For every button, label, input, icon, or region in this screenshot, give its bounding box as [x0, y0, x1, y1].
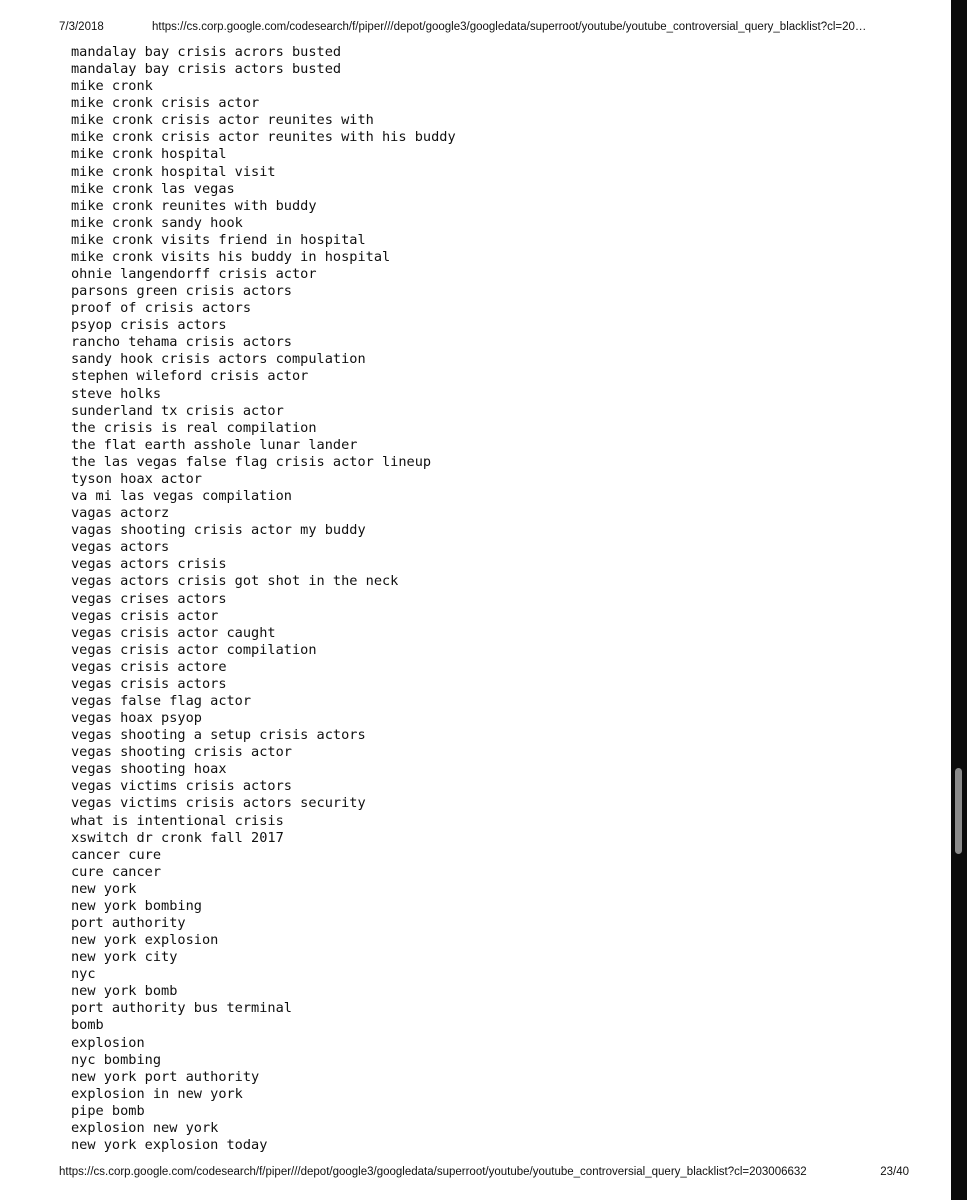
query-line: nyc: [71, 966, 96, 983]
query-line: pipe bomb: [71, 1102, 145, 1119]
query-line: mandalay bay crisis acrors busted: [71, 44, 342, 60]
query-line: vegas shooting crisis actor: [71, 744, 292, 761]
query-line: the las vegas false flag crisis actor lineup: [71, 453, 432, 470]
page-number: 23/40: [880, 1166, 909, 1178]
query-line: vegas crisis actors: [71, 675, 227, 692]
query-line: mandalay bay crisis actors busted: [71, 61, 342, 78]
query-line: cure cancer: [71, 863, 162, 880]
query-line: mike cronk sandy hook: [71, 214, 243, 231]
query-line: vegas crisis actor caught: [71, 624, 276, 641]
query-line: vegas actors crisis got shot in the neck: [71, 573, 399, 590]
query-line: vegas crisis actor: [71, 607, 219, 624]
query-line: vegas actors: [71, 539, 170, 556]
query-line: mike cronk crisis actor: [71, 95, 260, 112]
query-line: vegas false flag actor: [71, 692, 252, 709]
query-line: mike cronk visits friend in hospital: [71, 231, 366, 248]
query-line: tyson hoax actor: [71, 470, 202, 487]
query-line: mike cronk las vegas: [71, 180, 235, 197]
query-line: new york explosion: [71, 932, 219, 949]
query-line: vagas shooting crisis actor my buddy: [71, 522, 366, 539]
query-line: new york bombing: [71, 897, 202, 914]
query-line: new york: [71, 880, 137, 897]
page-header: [59, 21, 911, 39]
scrollbar-track[interactable]: [951, 0, 967, 1200]
footer-url: https://cs.corp.google.com/codesearch/f/piper///depot/google3/googledata/superroot/youtube/youtube_controversial_query_blacklist?cl=203006632: [59, 1166, 807, 1178]
query-list: [71, 44, 456, 1154]
query-line: the crisis is real compilation: [71, 419, 317, 436]
query-line: vagas actorz: [71, 505, 170, 522]
query-line: vegas actors crisis: [71, 556, 227, 573]
query-line: new york bomb: [71, 983, 178, 1000]
query-line: new york explosion today: [71, 1137, 268, 1153]
query-line: stephen wileford crisis actor: [71, 368, 309, 385]
query-line: mike cronk crisis actor reunites with his buddy: [71, 129, 456, 146]
scrollbar-thumb[interactable]: [955, 768, 962, 854]
query-line: the flat earth asshole lunar lander: [71, 436, 358, 453]
query-line: parsons green crisis actors: [71, 283, 292, 300]
query-line: port authority bus terminal: [71, 1000, 292, 1017]
print-date: 7/3/2018: [59, 21, 104, 33]
query-line: vegas victims crisis actors security: [71, 795, 366, 812]
query-line: rancho tehama crisis actors: [71, 334, 292, 351]
query-line: bomb: [71, 1017, 104, 1034]
query-line: proof of crisis actors: [71, 300, 252, 317]
query-line: vegas hoax psyop: [71, 710, 202, 727]
query-line: explosion in new york: [71, 1085, 243, 1102]
query-line: vegas victims crisis actors: [71, 778, 292, 795]
query-line: mike cronk hospital: [71, 146, 227, 163]
query-line: new york city: [71, 949, 178, 966]
query-line: vegas crises actors: [71, 590, 227, 607]
query-line: sunderland tx crisis actor: [71, 402, 284, 419]
query-line: xswitch dr cronk fall 2017: [71, 829, 284, 846]
query-line: new york port authority: [71, 1068, 260, 1085]
query-line: nyc bombing: [71, 1051, 162, 1068]
query-line: cancer cure: [71, 846, 162, 863]
query-line: vegas shooting a setup crisis actors: [71, 727, 366, 744]
query-line: mike cronk crisis actor reunites with: [71, 112, 374, 129]
query-line: ohnie langendorff crisis actor: [71, 266, 317, 283]
query-line: vegas crisis actor compilation: [71, 641, 317, 658]
query-line: vegas crisis actore: [71, 658, 227, 675]
query-line: vegas shooting hoax: [71, 761, 227, 778]
page-footer: [59, 1166, 911, 1184]
query-line: mike cronk: [71, 78, 153, 95]
query-line: psyop crisis actors: [71, 317, 227, 334]
query-line: explosion: [71, 1034, 145, 1051]
query-line: va mi las vegas compilation: [71, 488, 292, 505]
header-url: https://cs.corp.google.com/codesearch/f/piper///depot/google3/googledata/superroot/youtube/youtube_controversial_query_blacklist?cl=20…: [152, 21, 867, 33]
query-line: port authority: [71, 914, 186, 931]
query-line: what is intentional crisis: [71, 812, 284, 829]
query-line: mike cronk reunites with buddy: [71, 197, 317, 214]
query-line: sandy hook crisis actors compulation: [71, 351, 366, 368]
query-line: steve holks: [71, 385, 162, 402]
query-line: mike cronk hospital visit: [71, 163, 276, 180]
query-line: explosion new york: [71, 1119, 219, 1136]
query-line: mike cronk visits his buddy in hospital: [71, 248, 391, 265]
